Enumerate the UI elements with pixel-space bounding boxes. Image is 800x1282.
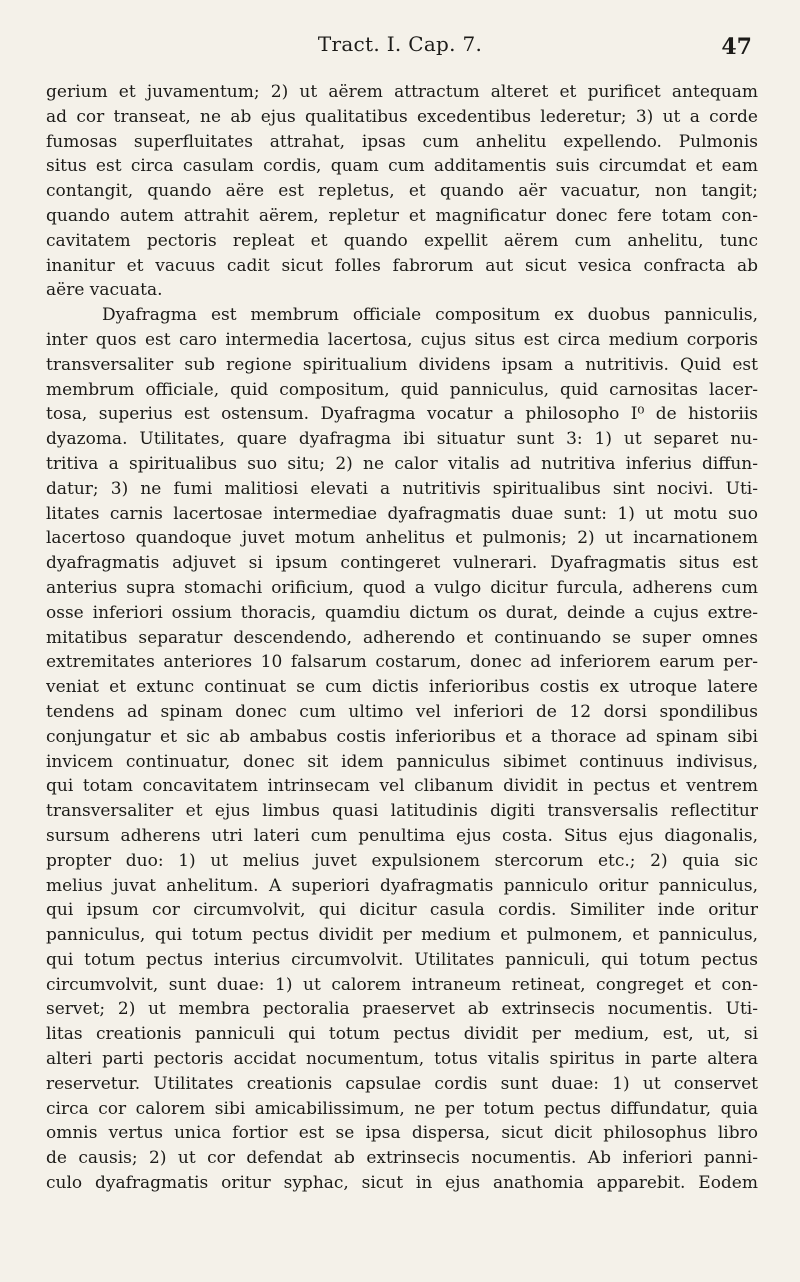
text-line: culo dyafragmatis oritur syphac, sicut in ejus anathomia apparebit. Eodem [46,1173,758,1194]
text-line: anterius supra stomachi orificium, quod a vulgo dicitur furcula, adherens cum [46,577,758,598]
text-line: inter quos est caro intermedia lacertosa, cujus situs est circa medium corporis [46,329,758,350]
text-line: litas creationis panniculi qui totum pectus dividit per medium, est, ut, si [46,1024,758,1045]
text-line: alteri parti pectoris accidat nocumentum, totus vitalis spiritus in parte altera [46,1049,758,1070]
text-line: lacertoso quandoque juvet motum anhelitus et pulmonis; 2) ut incarnationem [46,528,758,549]
text-line: qui totum pectus interius circumvolvit. Utilitates panniculi, qui totum pectus [46,949,758,970]
text-line: conjungatur et sic ab ambabus costis inferioribus et a thorace ad spinam sibi [46,726,758,747]
text-line: osse inferiori ossium thoracis, quamdiu dictum os durat, deinde a cujus extre- [46,602,758,623]
text-line: circa cor calorem sibi amicabilissimum, ne per totum pectus diffundatur, quia [46,1098,758,1119]
text-line: tosa, superius est ostensum. Dyafragma vocatur a philosopho I⁰ de historiis [46,404,758,425]
body-text [46,80,758,1196]
page-header [0,30,800,60]
text-line: extremitates anteriores 10 falsarum costarum, donec ad inferiorem earum per- [46,652,758,673]
text-line: propter duo: 1) ut melius juvet expulsionem stercorum etc.; 2) quia sic [46,850,758,871]
text-line: litates carnis lacertosae intermediae dyafragmatis duae sunt: 1) ut motu suo [46,503,758,524]
text-line: panniculus, qui totum pectus dividit per medium et pulmonem, et panniculus, [46,925,758,946]
text-line: melius juvat anhelitum. A superiori dyafragmatis panniculo oritur panniculus, [46,875,758,896]
text-line: reservetur. Utilitates creationis capsulae cordis sunt duae: 1) ut conservet [46,1073,758,1094]
text-line: de causis; 2) ut cor defendat ab extrinsecis nocumentis. Ab inferiori panni- [46,1148,758,1169]
text-line: transversaliter sub regione spiritualium dividens ipsam a nutritivis. Quid est [46,354,758,375]
text-line: cavitatem pectoris repleat et quando expellit aërem cum anhelitu, tunc [46,230,758,251]
text-line: omnis vertus unica fortior est se ipsa dispersa, sicut dicit philosophus libro [46,1123,758,1144]
text-line: membrum officiale, quid compositum, quid panniculus, quid carnositas lacer- [46,379,758,400]
text-line: tendens ad spinam donec cum ultimo vel inferiori de 12 dorsi spondilibus [46,701,758,722]
running-head: Tract. I. Cap. 7. [317,32,483,56]
text-line: dyazoma. Utilitates, quare dyafragma ibi situatur sunt 3: 1) ut separet nu- [46,429,758,450]
text-line: contangit, quando aëre est repletus, et quando aër vacuatur, non tangit; [46,181,758,202]
text-line: qui ipsum cor circumvolvit, qui dicitur casula cordis. Similiter inde oritur [46,900,758,921]
text-line: qui totam concavitatem intrinsecam vel clibanum dividit in pectus et ventrem [46,776,758,797]
text-line: transversaliter et ejus limbus quasi latitudinis digiti transversalis reflectitur [46,801,758,822]
text-line: circumvolvit, sunt duae: 1) ut calorem intraneum retineat, congreget et con- [46,974,758,995]
text-line: ad cor transeat, ne ab ejus qualitatibus excedentibus lederetur; 3) ut a corde [46,106,758,127]
text-line: invicem continuatur, donec sit idem panniculus sibimet continuus indivisus, [46,751,758,772]
text-line: inanitur et vacuus cadit sicut folles fabrorum aut sicut vesica confracta ab [46,255,758,276]
text-line: servet; 2) ut membra pectoralia praeservet ab extrinsecis nocumentis. Uti- [46,999,758,1020]
text-line: dyafragmatis adjuvet si ipsum contingeret vulnerari. Dyafragmatis situs est [46,553,758,574]
text-line: quando autem attrahit aërem, repletur et magnificatur donec fere totam con- [46,205,758,226]
text-line: tritiva a spiritualibus suo situ; 2) ne calor vitalis ad nutritiva inferius diffun- [46,453,758,474]
text-line: sursum adherens utri lateri cum penultima ejus costa. Situs ejus diagonalis, [46,825,758,846]
text-line: datur; 3) ne fumi malitiosi elevati a nutritivis spiritualibus sint nocivi. Uti- [46,478,758,499]
text-line: fumosas superfluitates attrahat, ipsas cum anhelitu expellendo. Pulmonis [46,131,758,152]
text-line: aëre vacuata. [46,280,163,301]
text-line: gerium et juvamentum; 2) ut aërem attractum alteret et purificet antequam [46,82,758,102]
text-line: Dyafragma est membrum officiale compositum ex duobus panniculis, [102,305,758,326]
text-line: veniat et extunc continuat se cum dictis inferioribus costis ex utroque latere [46,677,758,698]
text-line: mitatibus separatur descendendo, adherendo et continuando se super omnes [46,627,758,648]
text-line: situs est circa casulam cordis, quam cum additamentis suis circumdat et eam [46,156,758,177]
page-number: 47 [721,34,752,60]
